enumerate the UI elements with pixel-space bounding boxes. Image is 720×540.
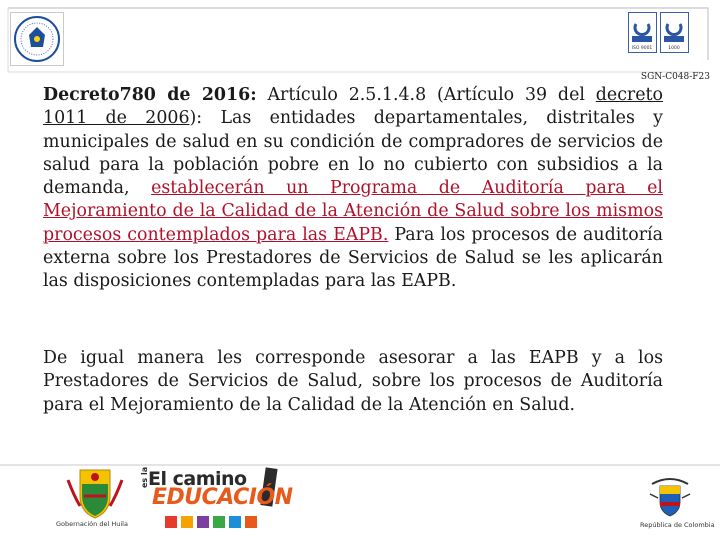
colombia-coat-of-arms xyxy=(648,474,692,518)
campaign-title: El camino xyxy=(148,468,247,490)
highlighted-provision: establecerán un Programa de Auditoría para el Mejoramiento de la Calidad de la Atención de Salud sobre los mismos procesos contemplados para las EAPB. xyxy=(43,178,663,245)
decree-reference: Decreto780 de 2016: xyxy=(43,85,257,105)
paragraph-advisory: De igual manera les corresponde asesorar a las EAPB y a los Prestadores de Servicios de Salud, sobre los procesos de Auditoría para el Mejoramiento de la Calidad de la Atención en Salud. xyxy=(43,348,663,415)
certification-seals xyxy=(628,12,690,58)
certificate-code: SGN-C048-F23 xyxy=(640,72,710,82)
campaign-subtitle: EDUCACIÓN xyxy=(152,485,293,510)
paragraph-body: ): Las entidades departamentales, distritales y municipales de salud en su condición de compradores de servicios de salud para la población pobre en lo no cubierto con subsidios a la demanda, xyxy=(43,108,663,199)
article-reference: Artículo 2.5.1.4.8 (Artículo 39 del xyxy=(256,85,596,105)
cert-label-2: 1000 xyxy=(668,46,680,51)
huila-coat-of-arms xyxy=(60,466,130,528)
campaign-prefix: es la xyxy=(140,466,149,488)
colombia-label: República de Colombia xyxy=(640,521,715,529)
institution-logo xyxy=(10,12,64,66)
cert-label-1: ISO 9001 xyxy=(631,46,653,51)
paragraph-decree xyxy=(43,84,663,294)
decree-1011-reference: decreto 1011 de 2006 xyxy=(43,85,663,129)
paragraph-tail: Para los procesos de auditoría externa sobre los Prestadores de Servicios de Salud se les aplicarán las disposiciones contempladas para las EAPB. xyxy=(43,224,663,292)
huila-label: Gobernación del Huila xyxy=(56,520,128,528)
